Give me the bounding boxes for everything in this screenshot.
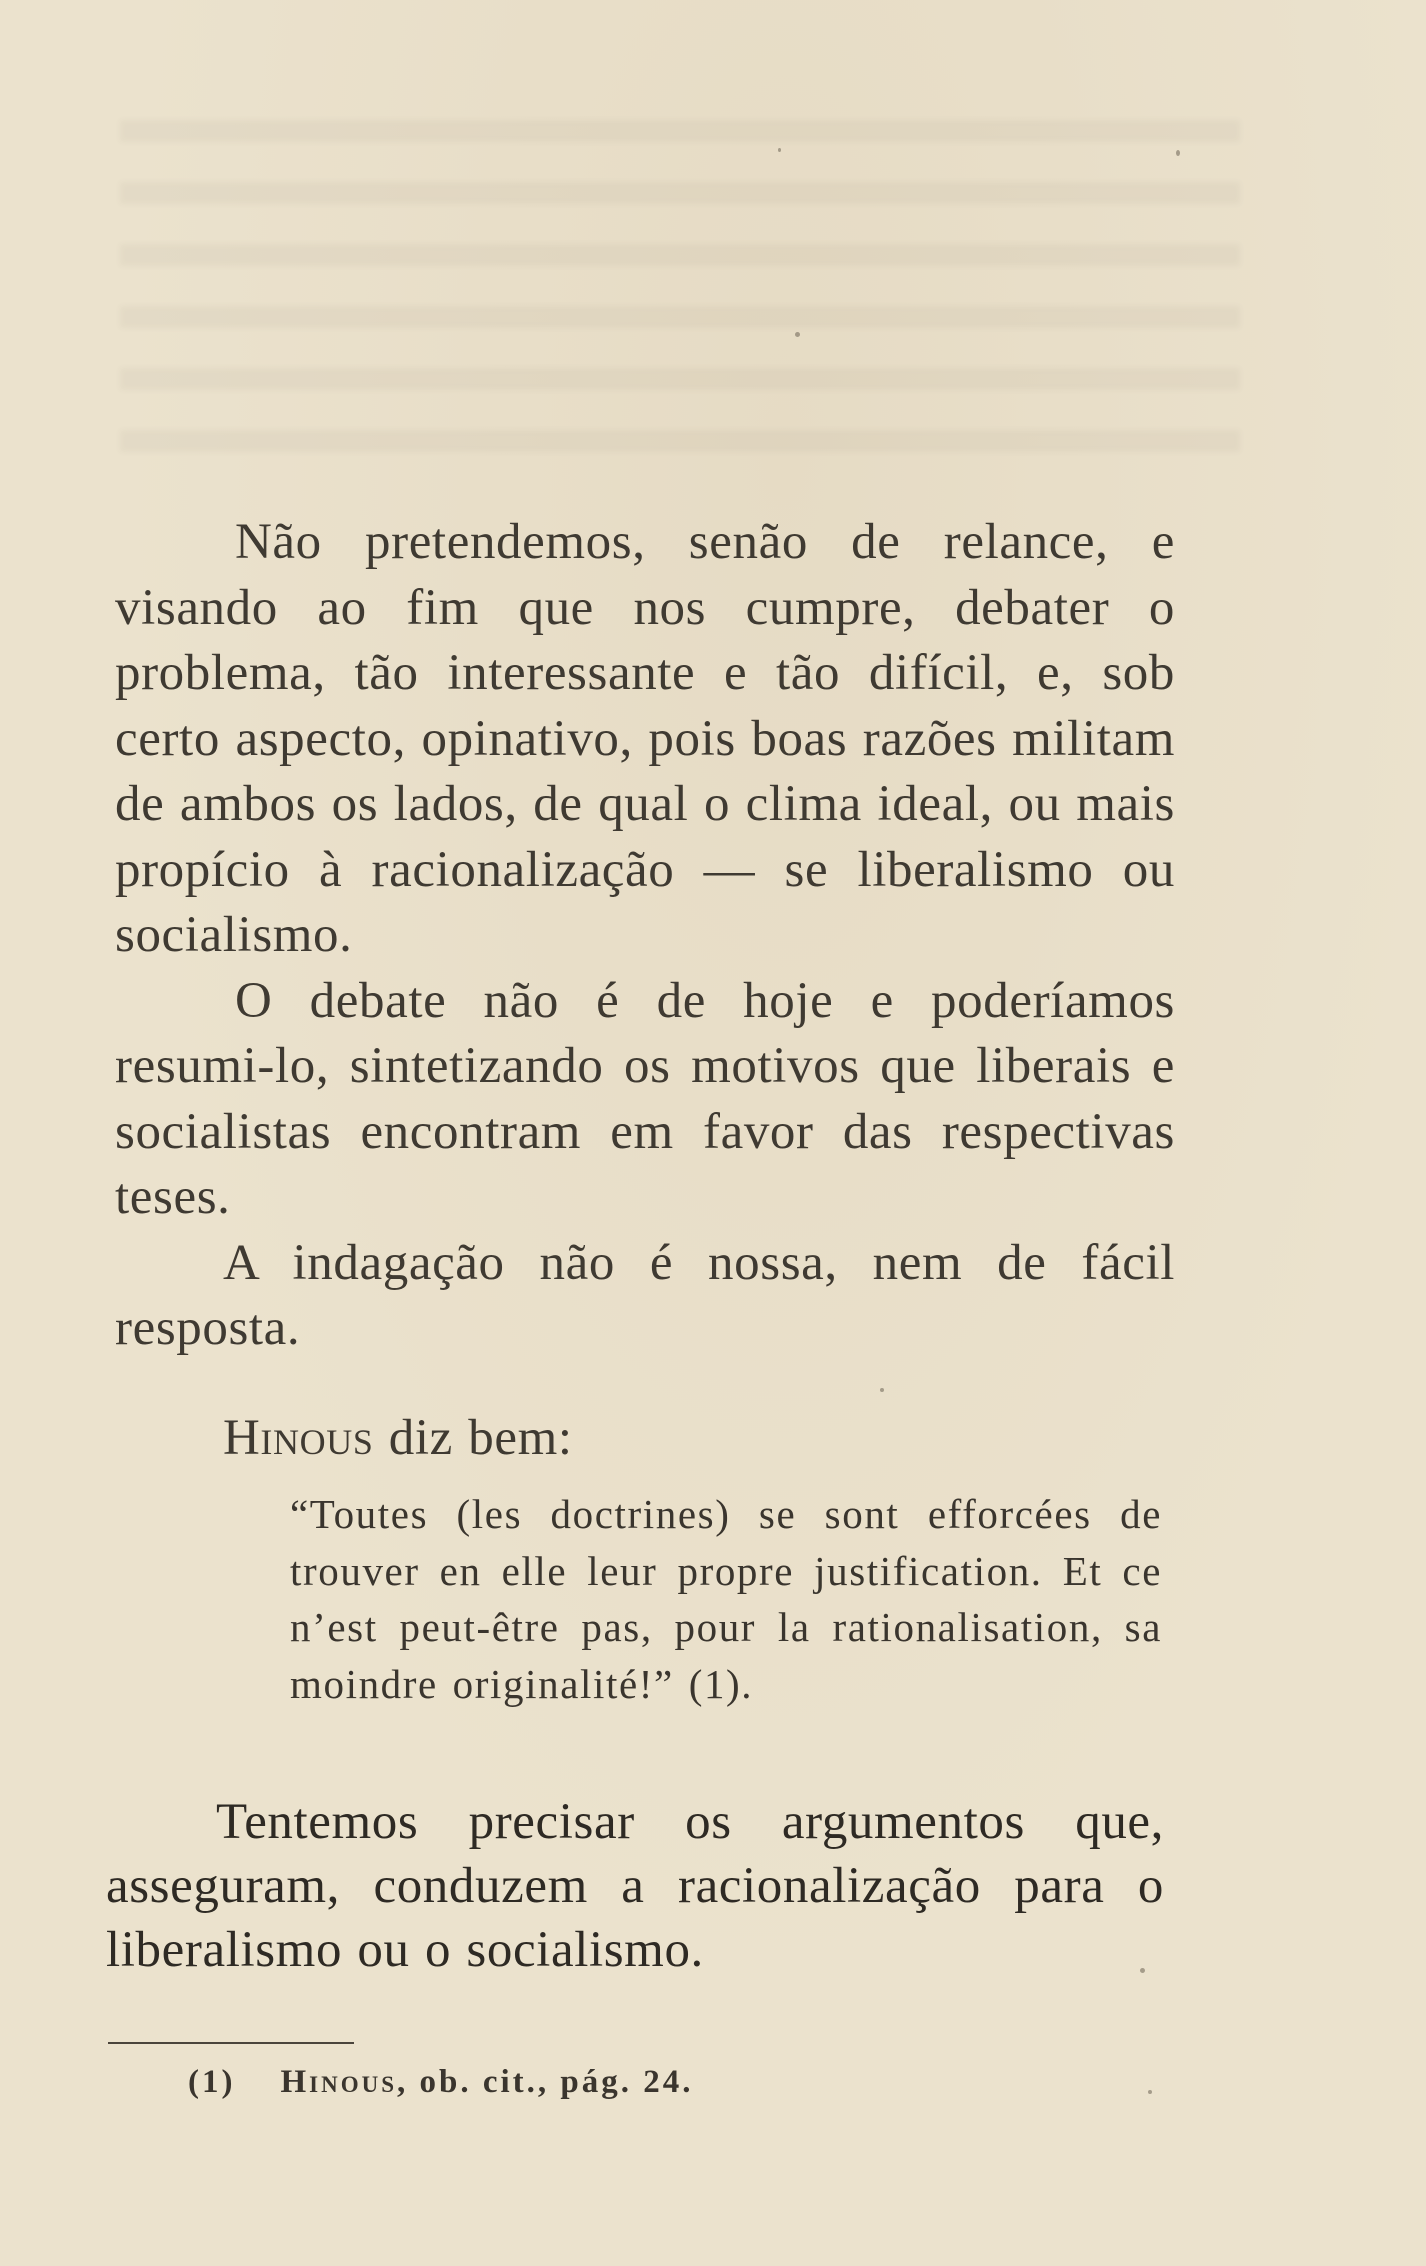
main-text bbox=[115, 510, 1175, 1471]
paragraph-4-text: diz bem: bbox=[373, 1409, 573, 1466]
closing-paragraph: Tentemos precisar os argumentos que, asseguram, conduzem a racionalização para o liberalismo ou o socialismo. bbox=[106, 1794, 1164, 1978]
bleed-through-text bbox=[120, 120, 1240, 480]
paper-speck bbox=[880, 1388, 884, 1392]
block-quote: “Toutes (les doctrines) se sont efforcées de trouver en elle leur propre justification. Et ce n’est peut-être pas, pour la rationalisation, sa moindre originalité!” (1). bbox=[290, 1491, 1162, 1707]
footnote bbox=[188, 2064, 694, 2101]
paper-speck bbox=[795, 332, 800, 337]
paper-speck bbox=[1176, 150, 1180, 156]
paragraph-3: A indagação não é nossa, nem de fácil resposta. bbox=[115, 1234, 1175, 1356]
paper-speck bbox=[1148, 2090, 1152, 2094]
paper-speck bbox=[1140, 1968, 1145, 1973]
paragraph-1: Não pretendemos, senão de relance, e visando ao fim que nos cumpre, debater o problema, tão interessante e tão difícil, e, sob certo aspecto, opinativo, pois boas razões militam de ambos os lados, de qual o clima ideal, ou mais propício à racionalização — se liberalismo ou socialismo. bbox=[115, 514, 1175, 963]
footnote-text: ob. cit., pág. 24. bbox=[419, 2064, 694, 2100]
paper-speck bbox=[778, 148, 781, 152]
footnote-marker: (1) bbox=[188, 2064, 236, 2100]
footnote-author: Hinous, bbox=[280, 2064, 409, 2100]
author-name: Hinous bbox=[223, 1409, 374, 1466]
paragraph-4 bbox=[115, 1406, 1175, 1472]
paragraph-2: O debate não é de hoje e poderíamos resumi-lo, sintetizando os motivos que liberais e socialistas encontram em favor das respectivas teses. bbox=[115, 972, 1175, 1225]
footnote-rule bbox=[108, 2042, 354, 2044]
